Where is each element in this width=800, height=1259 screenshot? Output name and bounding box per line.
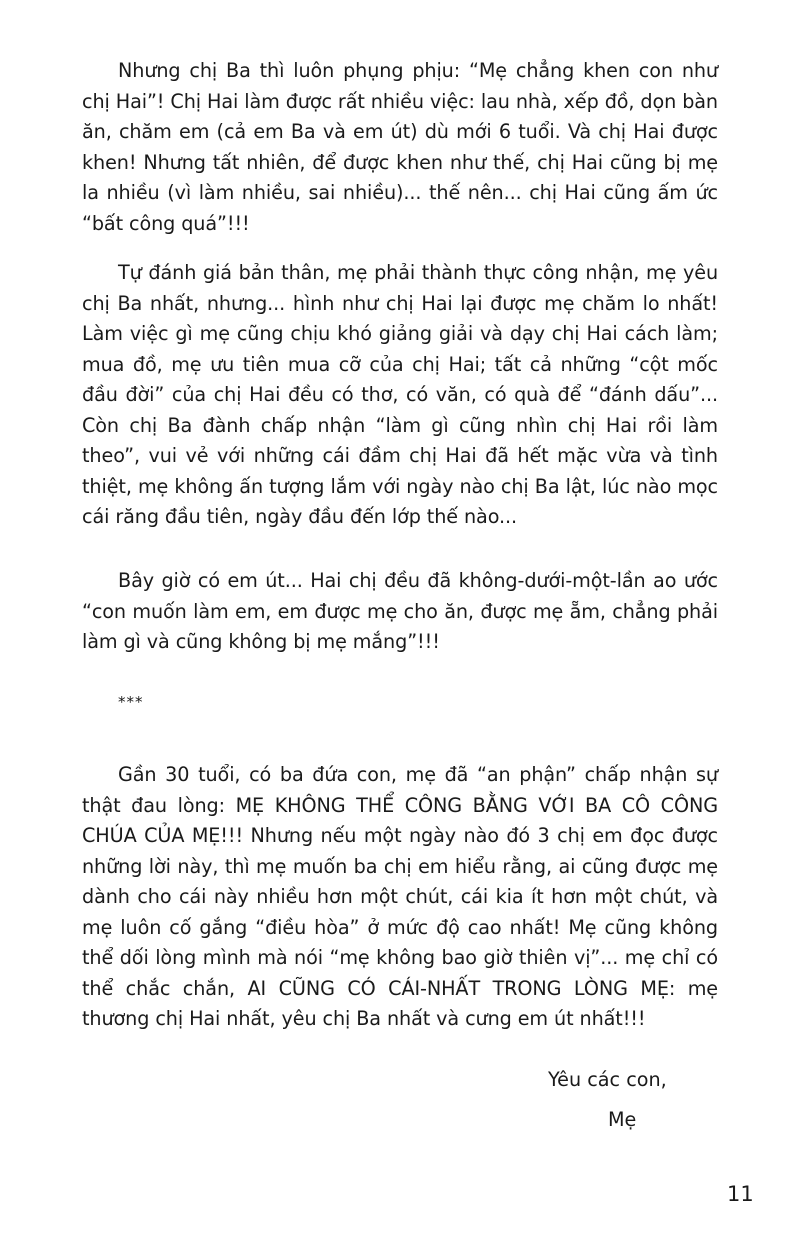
closing-greeting: Yêu các con,	[548, 1068, 667, 1091]
closing-signature: Mẹ	[608, 1108, 637, 1131]
paragraph-2: Tự đánh giá bản thân, mẹ phải thành thực công nhận, mẹ yêu chị Ba nhất, nhưng... hình như chị Hai lại được mẹ chăm lo nhất! Làm việc gì mẹ cũng chịu khó giảng giải và dạy chị Hai cách làm; mua đồ, mẹ ưu tiên mua cỡ của chị Hai; tất cả những “cột mốc đầu đời” của chị Hai đều có thơ, có văn, có quà để “đánh dấu”... Còn chị Ba đành chấp nhận “làm gì cũng nhìn chị Hai rồi làm theo”, vui vẻ với những cái đầm chị Hai đã hết mặc vừa và tình thiệt, mẹ không ấn tượng lắm với ngày nào chị Ba lật, lúc nào mọc cái răng đầu tiên, ngày đầu đến lớp thế nào...	[82, 261, 718, 528]
section-separator: ***	[118, 693, 144, 711]
paragraph-3: Bây giờ có em út... Hai chị đều đã không-dưới-một-lần ao ước “con muốn làm em, em được mẹ cho ăn, được mẹ ẵm, chẳng phải làm gì và cũng không bị mẹ mắng”!!!	[82, 569, 718, 653]
page-number: 11	[727, 1182, 754, 1206]
paragraph-4: Gần 30 tuổi, có ba đứa con, mẹ đã “an phận” chấp nhận sự thật đau lòng: MẸ KHÔNG THỂ CÔNG BẰNG VỚI BA CÔ CÔNG CHÚA CỦA MẸ!!! Nhưng nếu một ngày nào đó 3 chị em đọc được những lời này, thì mẹ muốn ba chị em hiểu rằng, ai cũng được mẹ dành cho cái này nhiều hơn một chút, cái kia ít hơn một chút, và mẹ luôn cố gắng “điều hòa” ở mức độ cao nhất! Mẹ cũng không thể dối lòng mình mà nói “mẹ không bao giờ thiên vị”... mẹ chỉ có thể chắc chắn, AI CŨNG CÓ CÁI-NHẤT TRONG LÒNG MẸ: mẹ thương chị Hai nhất, yêu chị Ba nhất và cưng em út nhất!!!	[82, 763, 718, 1030]
paragraph-1: Nhưng chị Ba thì luôn phụng phịu: “Mẹ chẳng khen con như chị Hai”! Chị Hai làm được rất nhiều việc: lau nhà, xếp đồ, dọn bàn ăn, chăm em (cả em Ba và em út) dù mới 6 tuổi. Và chị Hai được khen! Nhưng tất nhiên, để được khen như thế, chị Hai cũng bị mẹ la nhiều (vì làm nhiều, sai nhiều)... thế nên... chị Hai cũng ấm ức “bất công quá”!!!	[82, 59, 718, 235]
